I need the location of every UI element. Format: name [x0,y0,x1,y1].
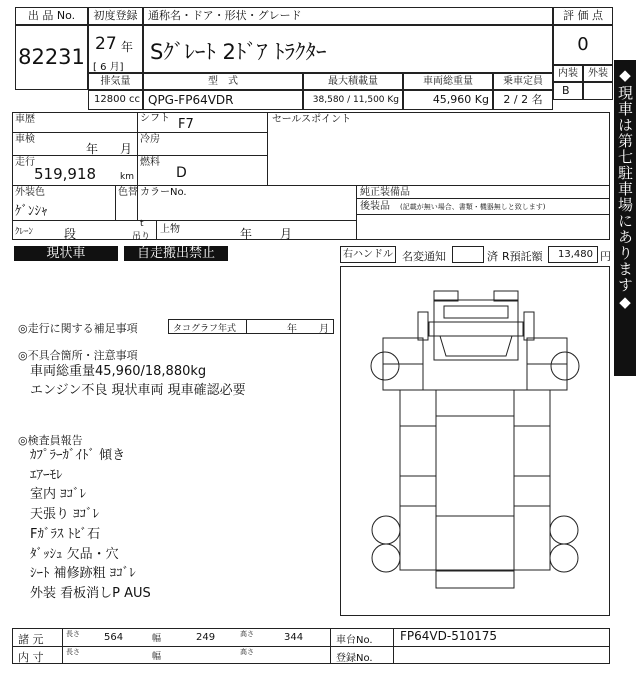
crane-label: ｸﾚｰﾝ [15,227,34,237]
max-load: 38,580 / 11,500 Kg [303,90,403,110]
reg-label: 初度登録 [88,7,143,25]
capacity: 2 / 2 名 [493,90,553,110]
inspector-line: ｴｱｰﾓﾚ [30,467,63,483]
interior-length-label: 長さ [66,648,80,656]
current-condition-badge: 現状車 [14,246,118,261]
recycle-fee-label: R預託額 [502,250,543,263]
recycle-unit: 円 [600,250,611,263]
inspection-month: 月 [120,142,133,156]
reg-year-box [88,25,143,73]
reg-year-unit: 年 [121,40,134,54]
crane-stage: 段 [64,227,77,241]
model-label: 型 式 [143,73,303,90]
inspector-line: ﾀﾞｯｼｭ 欠品・穴 [30,546,119,562]
exterior-grade [583,82,613,100]
crane-lift: 吊り [132,232,151,242]
recycle-done: 済 [487,250,498,263]
color-change-label: 色替 [118,187,138,198]
upper-year: 年 [240,227,253,241]
fuel: D [176,165,187,181]
displacement-label: 排気量 [88,73,143,90]
recycle-fee: 13,480 [548,246,598,263]
displacement: 12800 cc [88,90,143,110]
height: 344 [284,632,304,643]
truck-diagram [340,266,610,616]
mileage-unit: km [120,172,134,182]
sales-point-label: セールスポイント [272,114,352,125]
parking-location-note: ◆現車は第七駐車場にあります◆ [616,66,634,312]
upper-body-label: 上物 [160,224,180,235]
aftermarket-note: (記載が無い場合、書類・機器無しと致します) [400,203,546,211]
tachograph-label: タコグラフ年式 [173,324,237,334]
shift: F7 [178,117,194,132]
defect-line: エンジン不良 現状車両 現車確認必要 [30,383,246,398]
inspection-label: 車検 [15,134,35,145]
car-name-box [143,25,553,73]
inspector-line: ｶﾌﾟﾗｰｶﾞｲﾄﾞ 傾き [30,448,126,463]
tachograph-box [168,319,334,334]
chassis-label: 車台No. [336,635,373,646]
max-load-label: 最大積載量 [303,73,403,90]
inspector-line: 天張り ﾖｺﾞﾚ [30,507,100,523]
lot-label: 出 品 No. [15,7,88,25]
height-label: 高さ [240,630,254,638]
length: 564 [104,632,124,643]
interior-grade: B [553,82,583,100]
lot-number: 82231 [15,25,88,90]
capacity-label: 乗車定員 [493,73,553,90]
name-change-box [452,246,484,263]
inspection-year: 年 [86,142,99,156]
fuel-label: 燃料 [140,157,160,168]
inspector-list [30,446,151,604]
chassis-number: FP64VD-510175 [400,629,497,643]
width-label: 幅 [152,634,162,644]
crane-ton: t [140,219,144,229]
inspector-line: Fｶﾞﾗｽ ﾄﾋﾞ石 [30,526,101,542]
interior-height-label: 高さ [240,648,254,656]
self-drive-ban-badge: 自走搬出禁止 [124,246,228,261]
registration-label: 登録No. [336,653,373,664]
ac-label: 冷房 [140,134,160,145]
genuine-equipment-label: 純正装備品 [360,187,410,198]
color: ｹﾞﾝｼｬ [15,204,48,219]
color-code-label: カラーNo. [140,187,187,198]
defect-title: ◎不具合箇所・注意事項 [18,349,138,362]
aftermarket-label: 後装品 [360,201,390,212]
interior-dims-label: 内 寸 [18,651,44,664]
inspector-line: 外装 看板消しP AUS [30,585,151,601]
history-label: 車歴 [15,114,35,125]
tachograph-year: 年 [287,324,297,335]
dims-label: 諸 元 [18,633,44,646]
right-hand-drive: 右ハンドル [340,246,396,263]
mileage-label: 走行 [15,157,35,168]
reg-year: 27 [95,34,117,54]
gross-weight-label: 車両総重量 [403,73,493,90]
defect-list [30,362,246,400]
reg-month: [ 6 月] [93,62,124,73]
mileage: 519,918 [34,165,97,183]
gross-weight: 45,960 Kg [403,90,493,110]
drive-remark-title: ◎走行に関する補足事項 [18,322,138,335]
upper-month: 月 [280,227,293,241]
width: 249 [196,632,216,643]
interior-grade-label: 内装 [553,65,583,82]
score-label: 評 価 点 [553,7,613,25]
interior-width-label: 幅 [152,652,162,662]
defect-line: 車両総重量45,960/18,880kg [30,364,207,379]
name-change-label: 名変通知 [402,250,446,263]
inspector-line: ｼｰﾄ 補修跡粗 ﾖｺﾞﾚ [30,566,136,582]
model: QPG-FP64VDR [143,90,303,110]
car-name: Sｸﾞﾚｰﾄ 2ﾄﾞｱ ﾄﾗｸﾀｰ [150,40,327,64]
inspector-line: 室内 ﾖｺﾞﾚ [30,487,87,503]
score: 0 [553,25,613,65]
tachograph-month: 月 [319,324,329,335]
length-label: 長さ [66,630,80,638]
exterior-grade-label: 外装 [583,65,613,82]
shift-label: シフト [140,113,170,124]
color-label: 外装色 [15,187,45,198]
car-name-label: 通称名・ドア・形状・グレード [143,7,553,25]
inspector-title: ◎検査員報告 [18,434,83,447]
